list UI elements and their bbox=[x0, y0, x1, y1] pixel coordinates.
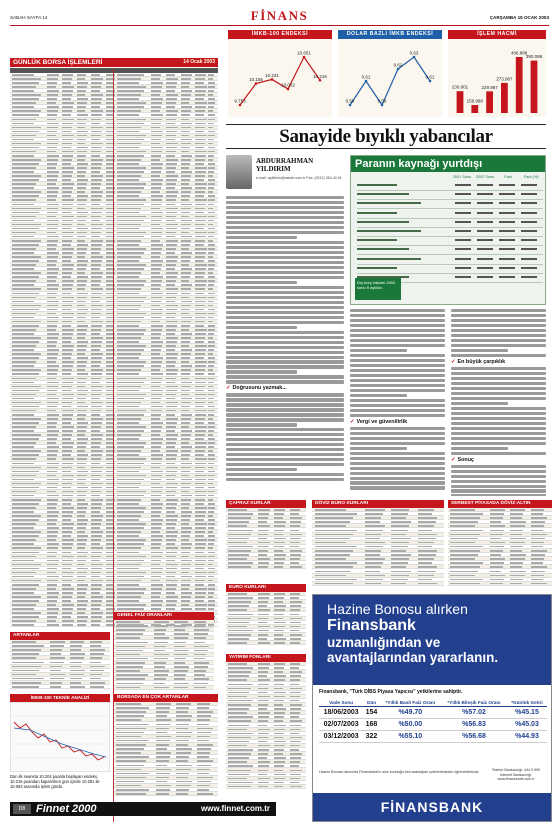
cell: 322 bbox=[363, 731, 379, 743]
gainers-table bbox=[10, 632, 110, 690]
check-icon: ✓ bbox=[350, 418, 355, 425]
value-label: 0.61 bbox=[361, 74, 371, 80]
ad-line-3: uzmanlığından ve bbox=[327, 635, 441, 650]
ad-banner bbox=[313, 595, 551, 685]
finnet-banner bbox=[10, 802, 276, 816]
text-line bbox=[451, 339, 546, 342]
section-logo: FİNANS bbox=[250, 8, 309, 23]
text-line bbox=[451, 309, 546, 312]
cell: %55.10 bbox=[380, 731, 442, 743]
text-line bbox=[350, 379, 445, 382]
finnet-brand: Finnet 2000 bbox=[36, 803, 97, 815]
text-line bbox=[350, 364, 445, 367]
text-line bbox=[451, 372, 546, 375]
infobox-row bbox=[357, 200, 543, 209]
text-line bbox=[226, 380, 344, 383]
text-line bbox=[226, 463, 344, 466]
volume-bar bbox=[457, 91, 464, 113]
text-line bbox=[451, 427, 546, 430]
value-label: 0.59 bbox=[345, 98, 355, 104]
value-label: 10.052 bbox=[281, 82, 295, 88]
cell: 03/12/2003 bbox=[319, 731, 363, 743]
value-label: 0.61 bbox=[425, 74, 435, 80]
article-column-1 bbox=[226, 196, 344, 496]
text-line bbox=[226, 398, 344, 401]
finansbank-logo: FİNANSBANK bbox=[313, 793, 551, 821]
article-column-2 bbox=[350, 309, 445, 496]
table-row bbox=[226, 565, 306, 569]
free-market-table bbox=[448, 500, 552, 588]
text-line bbox=[451, 387, 546, 390]
ad-line-1: Hazine Bonosu alırken bbox=[327, 601, 468, 617]
author-email: e-mail: ayildirim@sabah.com.tr Fax: (0212) 354 40 81 bbox=[256, 176, 342, 180]
imkb100-chart bbox=[228, 30, 332, 120]
text-line bbox=[226, 211, 344, 214]
text-line bbox=[350, 477, 445, 480]
infobox-note: Dış borç rakamı 2002 sonu 9 aylıktır. bbox=[355, 278, 401, 300]
article-subhead bbox=[350, 419, 445, 425]
text-line bbox=[350, 432, 445, 435]
text-line bbox=[226, 438, 344, 441]
author-photo bbox=[226, 155, 252, 189]
text-line bbox=[226, 443, 344, 446]
cell: 154 bbox=[363, 707, 379, 719]
text-line bbox=[226, 221, 344, 224]
author-box bbox=[226, 155, 344, 193]
text-line bbox=[226, 281, 297, 284]
ad-contact bbox=[487, 768, 545, 782]
text-line bbox=[350, 389, 445, 392]
text-line bbox=[451, 422, 546, 425]
text-line bbox=[226, 458, 344, 461]
table-title: ÇAPRAZ KURLAR bbox=[226, 500, 306, 508]
chart-title: DOLAR BAZLI İMKB ENDEKSİ bbox=[338, 30, 442, 39]
text-line bbox=[350, 324, 445, 327]
page-date: ÇARŞAMBA 15 OCAK 2003 bbox=[489, 15, 549, 20]
bond-rates-table bbox=[319, 699, 547, 743]
table-title: BORSADA EN ÇOK ARTANLAR bbox=[114, 694, 218, 702]
col-header: *Yıllık Bileşik Faiz Oranı bbox=[441, 699, 507, 707]
text-line bbox=[226, 231, 344, 234]
text-line bbox=[226, 448, 344, 451]
text-line bbox=[451, 324, 546, 327]
infobox-row bbox=[357, 228, 543, 237]
infobox-row bbox=[357, 219, 543, 228]
text-line bbox=[226, 393, 344, 396]
cell: %57.02 bbox=[441, 707, 507, 719]
text-line bbox=[226, 236, 297, 239]
cell: %49.70 bbox=[380, 707, 442, 719]
subhead-text: Doğrusunu yazmak... bbox=[232, 385, 287, 392]
index-point bbox=[271, 78, 274, 81]
cell: 02/07/2003 bbox=[319, 719, 363, 731]
table-row bbox=[226, 641, 306, 645]
table-title: YATIRIM FONLARI bbox=[226, 654, 306, 662]
index-point bbox=[303, 56, 306, 59]
volume-bar bbox=[486, 91, 493, 113]
text-line bbox=[350, 457, 445, 460]
investment-funds-table bbox=[226, 654, 306, 794]
text-line bbox=[226, 365, 344, 368]
exchange-office-table bbox=[312, 500, 444, 588]
index-point bbox=[319, 79, 322, 82]
subhead-text: En büyük çarpıklık bbox=[457, 358, 506, 365]
table-row bbox=[226, 785, 306, 789]
cell: %56.68 bbox=[441, 731, 507, 743]
text-line bbox=[226, 326, 297, 329]
value-label: 230.801 bbox=[451, 84, 469, 90]
page-number: SABAH SAYFA 14 bbox=[10, 15, 48, 20]
page-code: D8 bbox=[13, 804, 31, 814]
text-line bbox=[226, 428, 344, 431]
cell: %50.00 bbox=[380, 719, 442, 731]
volume-bar bbox=[531, 61, 538, 113]
text-line bbox=[226, 286, 344, 289]
article-headline: Sanayide bıyıklı yabancılar bbox=[226, 124, 546, 149]
text-line bbox=[451, 470, 546, 473]
text-line bbox=[226, 375, 344, 378]
text-line bbox=[226, 370, 297, 373]
text-line bbox=[451, 319, 546, 322]
article-column-3 bbox=[451, 309, 546, 496]
subhead-text: Sonuç bbox=[457, 456, 475, 463]
value-label: 10.155 bbox=[249, 77, 263, 83]
table-title: EURO KURLARI bbox=[226, 584, 306, 592]
dollar-imkb-chart bbox=[338, 30, 442, 120]
text-line bbox=[226, 351, 344, 354]
text-line bbox=[350, 462, 445, 465]
text-line bbox=[226, 321, 344, 324]
table-row bbox=[10, 685, 110, 689]
text-line bbox=[226, 413, 344, 416]
text-line bbox=[451, 349, 508, 352]
text-line bbox=[226, 468, 297, 471]
borsa-title: GÜNLÜK BORSA İŞLEMLERİ bbox=[13, 59, 103, 66]
cell: %45.03 bbox=[507, 719, 547, 731]
article-subhead bbox=[451, 457, 546, 463]
text-line bbox=[451, 397, 546, 400]
text-line bbox=[350, 437, 445, 440]
chart-title: İŞLEM HACMİ bbox=[448, 30, 546, 39]
text-line bbox=[350, 354, 445, 357]
index-point bbox=[349, 104, 352, 107]
text-line bbox=[350, 329, 445, 332]
text-line bbox=[451, 475, 546, 478]
text-line bbox=[226, 356, 344, 359]
text-line bbox=[226, 301, 344, 304]
text-line bbox=[350, 481, 445, 484]
value-label: 10.231 bbox=[265, 72, 279, 78]
text-line bbox=[350, 309, 445, 312]
infobox-row bbox=[357, 265, 543, 274]
col-header: Gün bbox=[363, 699, 379, 707]
text-line bbox=[350, 314, 445, 317]
table-row bbox=[319, 719, 547, 731]
text-line bbox=[350, 334, 445, 337]
text-line bbox=[226, 331, 344, 334]
text-line bbox=[350, 339, 445, 342]
index-point bbox=[381, 104, 384, 107]
cell: 18/06/2003 bbox=[319, 707, 363, 719]
stock-table bbox=[10, 68, 218, 627]
index-point bbox=[255, 82, 258, 85]
text-line bbox=[226, 216, 344, 219]
value-label: 408.888 bbox=[511, 50, 528, 56]
index-point bbox=[429, 80, 432, 83]
text-line bbox=[451, 442, 546, 445]
value-label: 273.987 bbox=[496, 76, 513, 82]
text-line bbox=[226, 418, 344, 421]
text-line bbox=[451, 412, 546, 415]
col-header: 2001 Sonu bbox=[452, 175, 472, 179]
cell: 168 bbox=[363, 719, 379, 731]
text-line bbox=[451, 354, 546, 357]
table-row bbox=[319, 731, 547, 743]
index-point bbox=[365, 80, 368, 83]
text-line bbox=[226, 206, 344, 209]
dollar-imkb-svg bbox=[338, 39, 442, 117]
text-line bbox=[226, 453, 344, 456]
text-line bbox=[226, 403, 344, 406]
text-line bbox=[451, 489, 546, 492]
infobox-row bbox=[357, 246, 543, 255]
article-subhead bbox=[451, 359, 546, 365]
finnet-url[interactable]: www.finnet.com.tr bbox=[200, 804, 270, 813]
text-line bbox=[451, 494, 546, 496]
text-line bbox=[451, 382, 546, 385]
text-line bbox=[451, 437, 546, 440]
text-line bbox=[451, 407, 546, 410]
text-line bbox=[226, 201, 344, 204]
col-header: 2002 Sonu bbox=[475, 175, 495, 179]
value-label: 10.216 bbox=[313, 73, 327, 79]
table-row bbox=[114, 792, 218, 796]
technical-chart-svg bbox=[10, 702, 110, 772]
text-line bbox=[350, 319, 445, 322]
table-title: DÖVİZ BÜRO KURLARI bbox=[312, 500, 444, 508]
index-point bbox=[397, 68, 400, 71]
text-line bbox=[226, 473, 344, 476]
check-icon: ✓ bbox=[451, 358, 456, 365]
article-subhead bbox=[226, 385, 344, 391]
text-line bbox=[350, 427, 445, 430]
author-name: ABDURRAHMAN YILDIRIM bbox=[256, 157, 314, 173]
infobox-row bbox=[357, 237, 543, 246]
text-line bbox=[451, 329, 546, 332]
text-line bbox=[226, 423, 297, 426]
finansbank-ad bbox=[312, 594, 552, 822]
cell: %44.93 bbox=[507, 731, 547, 743]
value-label: 390.098 bbox=[525, 54, 543, 60]
interest-rates-table bbox=[114, 612, 214, 690]
text-line bbox=[226, 276, 344, 279]
text-line bbox=[226, 433, 344, 436]
value-label: 0.59 bbox=[377, 98, 387, 104]
text-line bbox=[350, 349, 407, 352]
text-line bbox=[350, 394, 407, 397]
text-line bbox=[350, 409, 445, 412]
text-line bbox=[226, 251, 344, 254]
text-line bbox=[350, 344, 445, 347]
infobox-row bbox=[357, 182, 543, 191]
chart-title: İMKB-100 ENDEKSİ bbox=[228, 30, 332, 39]
page-header bbox=[10, 8, 549, 26]
ad-phone: Telefon Bankacılığı: 444 0 900 bbox=[491, 768, 541, 772]
euro-rates-table bbox=[226, 584, 306, 650]
check-icon: ✓ bbox=[226, 385, 231, 392]
text-line bbox=[226, 296, 344, 299]
table-row bbox=[312, 582, 444, 586]
infobox-row bbox=[357, 210, 543, 219]
text-line bbox=[451, 432, 546, 435]
subhead-text: Vergi ve güvenilirlik bbox=[356, 418, 408, 425]
volume-bar bbox=[516, 57, 523, 113]
index-point bbox=[413, 56, 416, 59]
text-line bbox=[451, 314, 546, 317]
text-line bbox=[226, 291, 344, 294]
text-line bbox=[226, 336, 344, 339]
text-line bbox=[451, 334, 546, 337]
table-row bbox=[319, 707, 547, 719]
text-line bbox=[226, 478, 344, 481]
infobox-row bbox=[357, 256, 543, 265]
text-line bbox=[226, 346, 344, 349]
borsa-title-bar bbox=[10, 58, 218, 67]
ad-note: Finansbank, "Türk DİBS Piyasa Yapıcısı" yetkilerine sahiptir. bbox=[319, 689, 463, 695]
value-label: 229.987 bbox=[481, 84, 498, 90]
volume-svg bbox=[448, 39, 546, 117]
table-row bbox=[114, 686, 214, 690]
imkb-technical-chart bbox=[10, 694, 110, 786]
text-line bbox=[350, 472, 445, 475]
cross-rates-table bbox=[226, 500, 306, 580]
text-line bbox=[451, 465, 546, 468]
cell: %45.15 bbox=[507, 707, 547, 719]
text-line bbox=[226, 360, 344, 363]
text-line bbox=[350, 404, 445, 407]
text-line bbox=[350, 452, 445, 455]
text-line bbox=[226, 261, 344, 264]
ad-web: İnternet Bankacılığı: www.finansbank.com.tr bbox=[497, 772, 535, 782]
text-line bbox=[451, 480, 546, 483]
text-line bbox=[226, 266, 344, 269]
text-line bbox=[350, 374, 445, 377]
value-label: 0.63 bbox=[409, 50, 419, 56]
col-header: Vade Sonu bbox=[319, 699, 363, 707]
infobox-row bbox=[357, 191, 543, 200]
funding-infobox bbox=[350, 155, 546, 305]
table-row bbox=[448, 582, 552, 586]
text-line bbox=[451, 447, 508, 450]
imkb100-svg bbox=[228, 39, 332, 117]
text-line bbox=[451, 367, 546, 370]
table-title: SERBEST PİYASADA DÖVİZ-ALTIN bbox=[448, 500, 552, 508]
top-gainers-table bbox=[114, 694, 218, 798]
text-line bbox=[451, 417, 546, 420]
text-line bbox=[350, 399, 445, 402]
volume-bar bbox=[501, 83, 508, 113]
volume-bar bbox=[471, 105, 478, 113]
text-line bbox=[226, 306, 344, 309]
chart-caption: Dün ilk seansta 10.204 puanla başlayan endeks, 10.216 puandan kapanırken gün içinde 10.281 ile 10.093 arasında işlem gördü. bbox=[10, 774, 100, 789]
text-line bbox=[226, 241, 344, 244]
text-line bbox=[451, 377, 546, 380]
text-line bbox=[226, 196, 344, 199]
borsa-date: 14 Ocak 2003 bbox=[183, 59, 215, 65]
ad-line-4: avantajlarından yararlanın. bbox=[327, 650, 499, 665]
check-icon: ✓ bbox=[451, 456, 456, 463]
text-line bbox=[451, 485, 546, 488]
value-label: 10.651 bbox=[297, 50, 311, 56]
col-header: *Günlük Getiri bbox=[507, 699, 547, 707]
ad-line-2: Finansbank bbox=[327, 617, 416, 634]
text-line bbox=[451, 452, 546, 455]
chart-title: İMKB-100 TEKNİK ANALİZİ bbox=[10, 694, 110, 702]
table-title: GENEL FAİZ ORANLARI bbox=[114, 612, 214, 620]
text-line bbox=[226, 246, 344, 249]
text-line bbox=[226, 256, 344, 259]
cell: %56.83 bbox=[441, 719, 507, 731]
text-line bbox=[226, 311, 344, 314]
ad-footnote: Hazine Bonosu alımında Finansbank'ın size sunduğu tüm avantajları şubelerimizden öğrenebilirsiniz. bbox=[319, 770, 480, 774]
value-label: 9.753 bbox=[234, 98, 246, 104]
text-line bbox=[350, 414, 445, 417]
text-line bbox=[226, 341, 344, 344]
text-line bbox=[451, 392, 546, 395]
text-line bbox=[350, 486, 445, 489]
table-title: ARTANLAR bbox=[10, 632, 110, 640]
text-line bbox=[350, 442, 445, 445]
text-line bbox=[350, 384, 445, 387]
col-header: Fark (%) bbox=[523, 175, 539, 179]
value-label: 158.988 bbox=[466, 98, 483, 104]
text-line bbox=[350, 447, 407, 450]
volume-chart bbox=[448, 30, 546, 120]
text-line bbox=[226, 316, 344, 319]
index-point bbox=[287, 88, 290, 91]
text-line bbox=[350, 369, 445, 372]
infobox-title: Paranın kaynağı yurtdışı bbox=[351, 156, 545, 172]
text-line bbox=[451, 344, 546, 347]
value-label: 0.62 bbox=[393, 62, 403, 68]
text-line bbox=[226, 271, 344, 274]
text-line bbox=[226, 226, 344, 229]
text-line bbox=[451, 402, 508, 405]
col-header: Fark bbox=[504, 175, 512, 179]
index-point bbox=[239, 104, 242, 107]
infobox-columns bbox=[451, 175, 542, 179]
text-line bbox=[350, 359, 445, 362]
text-line bbox=[350, 467, 445, 470]
col-header: *Yıllık Basit Faiz Oranı bbox=[380, 699, 442, 707]
text-line bbox=[226, 408, 344, 411]
